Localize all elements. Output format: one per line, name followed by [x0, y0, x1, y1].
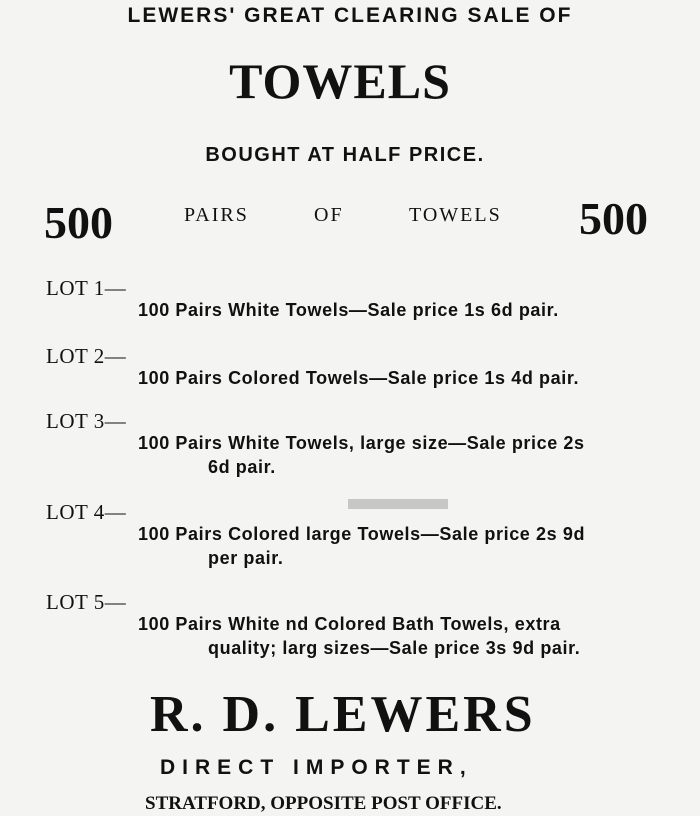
print-smudge — [348, 499, 448, 509]
lot-line-continued: quality; larg sizes—Sale price 3s 9d pair. — [208, 638, 581, 658]
firm-role: DIRECT IMPORTER, — [160, 756, 473, 779]
lot-label: LOT 2— — [46, 344, 127, 368]
quantity-number-left: 500 — [44, 197, 113, 248]
lot-label: LOT 5— — [46, 590, 127, 614]
quantity-word-towels: TOWELS — [409, 204, 502, 226]
lot-label: LOT 1— — [46, 276, 127, 300]
lot-line-continued: per pair. — [208, 548, 284, 568]
quantity-word-pairs: PAIRS — [184, 204, 249, 226]
lot-description — [138, 431, 700, 479]
lot-description — [138, 298, 700, 322]
lot-line: 100 Pairs White nd Colored Bath Towels, extra — [138, 614, 561, 634]
lot-label: LOT 3— — [46, 409, 127, 433]
headline: LEWERS' GREAT CLEARING SALE OF — [127, 4, 573, 27]
lot-description — [138, 366, 700, 390]
address: STRATFORD, OPPOSITE POST OFFICE. — [145, 793, 502, 814]
quantity-number-right: 500 — [579, 193, 648, 244]
quantity-row — [44, 193, 664, 256]
product-title: TOWELS — [229, 53, 451, 109]
lot-line: 100 Pairs White Towels—Sale price 1s 6d pair. — [138, 300, 559, 320]
lot-description — [138, 612, 700, 660]
quantity-word-of: OF — [314, 204, 344, 226]
lot-line: 100 Pairs White Towels, large size—Sale price 2s — [138, 433, 585, 453]
lot-line: 100 Pairs Colored Towels—Sale price 1s 4d pair. — [138, 368, 580, 388]
firm-name: R. D. LEWERS — [150, 686, 536, 743]
lot-line-continued: 6d pair. — [208, 457, 276, 477]
lot-line: 100 Pairs Colored large Towels—Sale price 2s 9d — [138, 524, 586, 544]
lot-description — [138, 522, 700, 570]
lot-label: LOT 4— — [46, 500, 127, 524]
subheadline: BOUGHT AT HALF PRICE. — [205, 144, 485, 166]
